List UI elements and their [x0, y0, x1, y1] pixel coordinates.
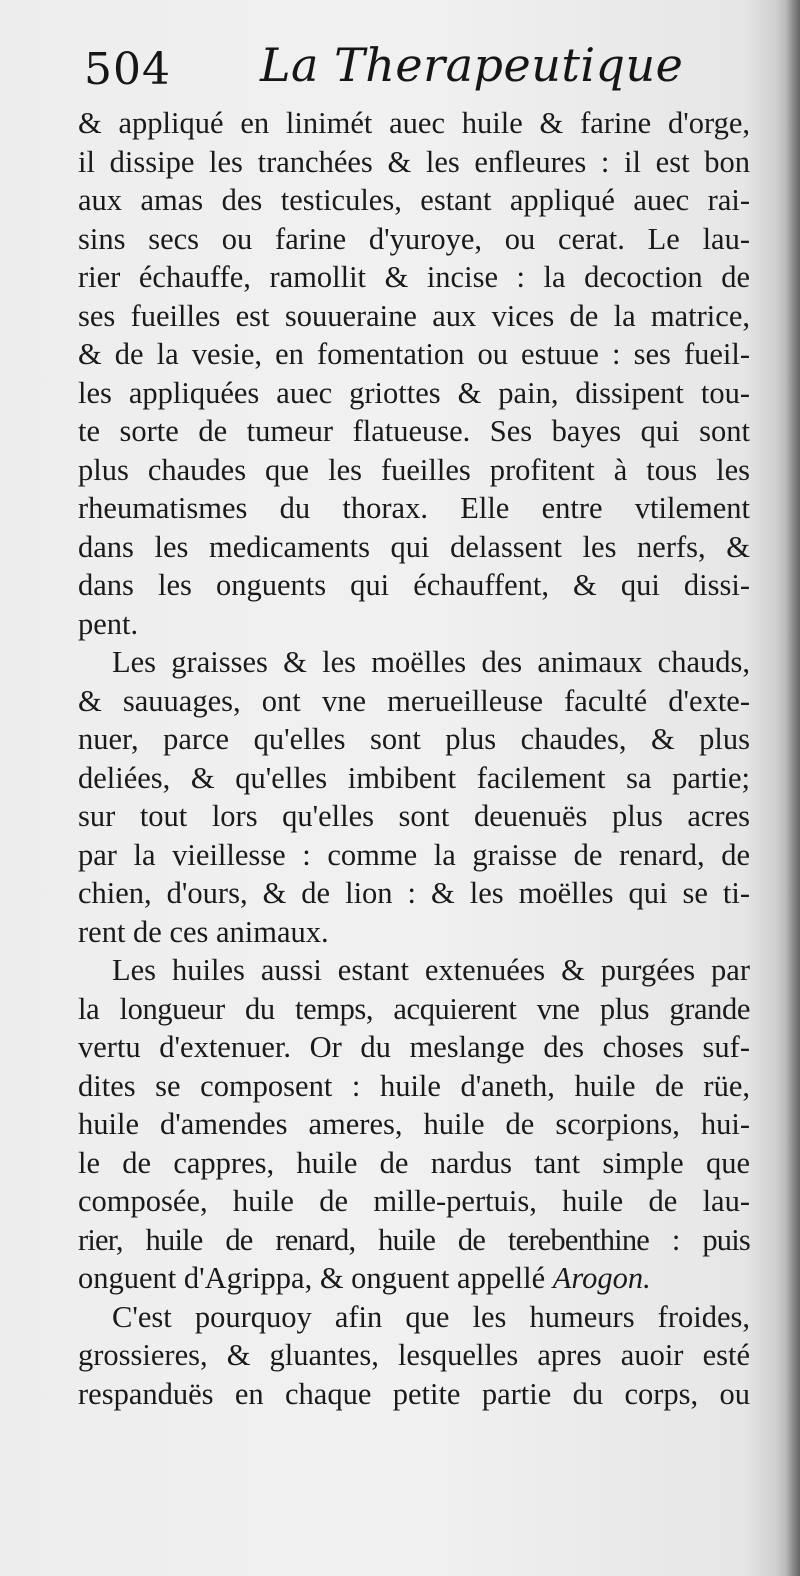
text-line: la longueur du temps, acquierent vne plus grande — [78, 991, 750, 1026]
text-line — [78, 1259, 750, 1298]
text-segment: onguent d'Agrippa, & onguent appellé — [78, 1261, 546, 1295]
text-line: & sauuages, ont vne merueilleuse faculté d'exte- — [78, 683, 750, 718]
text-line: sur tout lors qu'elles sont deuenuës plus acres — [78, 799, 750, 833]
text-line: rier, huile de renard, huile de terebenthine : puis — [78, 1222, 750, 1257]
paragraph-start-line: Les huiles aussi estant extenuées & purgées par — [112, 953, 750, 987]
text-line: plus chaudes que les fueilles profitent à tous les — [78, 452, 750, 487]
page-header — [84, 38, 764, 108]
paragraph-start-line: Les graisses & les moëlles des animaux chauds, — [112, 645, 750, 679]
text-line: sins secs ou farine d'yuroye, ou cerat. Le lau- — [78, 221, 750, 256]
text-line: rier échauffe, ramollit & incise : la decoction de — [78, 260, 750, 294]
body-text — [78, 104, 750, 1413]
text-line: dites se composent : huile d'aneth, huile de rüe, — [78, 1068, 750, 1103]
text-line: dans les onguents qui échauffent, & qui dissi- — [78, 568, 750, 602]
text-line: vertu d'extenuer. Or du meslange des choses suf- — [78, 1030, 750, 1064]
text-line: aux amas des testicules, estant appliqué auec rai- — [78, 183, 750, 217]
text-line: te sorte de tumeur flatueuse. Ses bayes qui sont — [78, 414, 750, 448]
text-line: huile d'amendes ameres, huile de scorpions, hui- — [78, 1107, 750, 1141]
text-line: rheumatismes du thorax. Elle entre vtilement — [78, 491, 750, 525]
text-line: pent. — [78, 606, 139, 641]
paragraph-start-line: C'est pourquoy afin que les humeurs froides, — [112, 1299, 750, 1334]
text-line: composée, huile de mille-pertuis, huile de lau- — [78, 1184, 750, 1218]
italic-word: Arogon. — [552, 1261, 651, 1295]
running-title: La Therapeutique — [260, 38, 684, 92]
text-line: les appliquées auec griottes & pain, dissipent tou- — [78, 375, 750, 410]
text-line: le de cappres, huile de nardus tant simple que — [78, 1145, 750, 1180]
text-line: nuer, parce qu'elles sont plus chaudes, & plus — [78, 722, 750, 756]
text-line: ses fueilles est souueraine aux vices de la matrice, — [78, 298, 750, 333]
text-line: grossieres, & gluantes, lesquelles apres auoir esté — [78, 1338, 750, 1372]
text-line: deliées, & qu'elles imbibent facilement sa partie; — [78, 760, 750, 795]
text-line: & de la vesie, en fomentation ou estuue : ses fueil- — [78, 337, 750, 371]
text-line: & appliqué en linimét auec huile & farine d'orge, — [78, 106, 750, 140]
text-line: par la vieillesse : comme la graisse de renard, de — [78, 837, 750, 872]
text-line: il dissipe les tranchées & les enfleures : il est bon — [78, 144, 750, 179]
text-line: rent de ces animaux. — [78, 914, 329, 949]
page-edge-shadow — [786, 0, 800, 1576]
text-line: respanduës en chaque petite partie du corps, ou — [78, 1376, 750, 1411]
text-line: chien, d'ours, & de lion : & les moëlles qui se ti- — [78, 876, 750, 910]
page-number: 504 — [84, 44, 171, 95]
text-line: dans les medicaments qui delassent les nerfs, & — [78, 529, 750, 564]
